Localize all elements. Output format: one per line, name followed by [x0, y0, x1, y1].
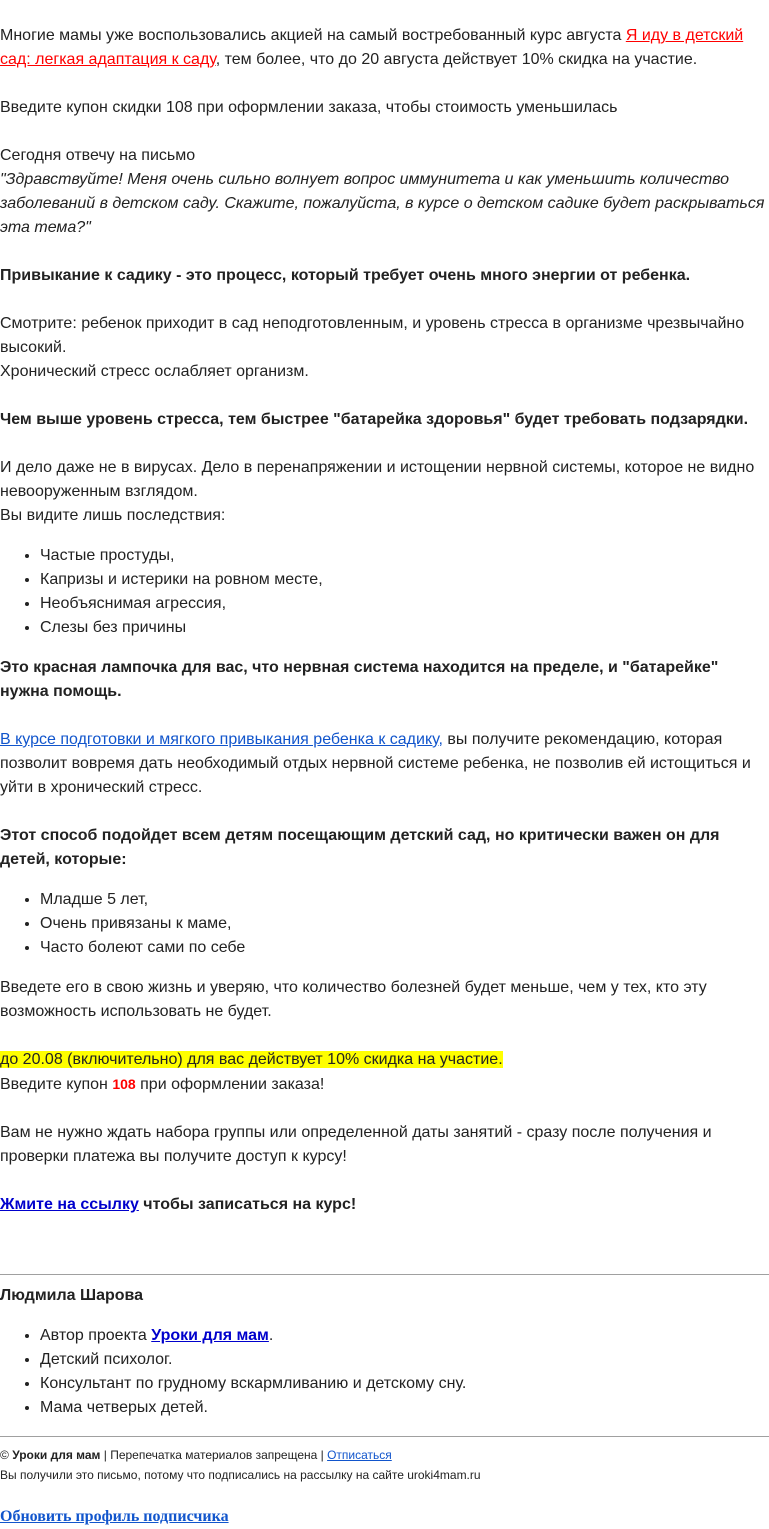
course-paragraph-text: вы получите рекомендацию, которая позволит вовремя дать необходимый отдых нервной системе ребенка, не позволив ей истощиться и уйти в хронический стресс. — [0, 731, 751, 796]
para-result: Введете его в свою жизнь и уверяю, что количество болезней будет меньше, чем у тех, кто эту возможность использовать не будет. — [0, 979, 707, 1020]
list-item: • Слезы без причины — [40, 616, 769, 640]
list-item — [40, 1324, 769, 1348]
intro-paragraph — [0, 24, 769, 72]
course-link-kindergarten[interactable]: Я иду в детский сад: легкая адаптация к саду — [0, 27, 744, 68]
cta-line — [0, 1193, 769, 1217]
project-link[interactable]: Уроки для мам — [151, 1327, 269, 1344]
symptoms-list — [0, 544, 769, 640]
signature-roles-list — [0, 1324, 769, 1420]
list-item: • Мама четверых детей. — [40, 1396, 769, 1420]
cta-link[interactable]: Жмите на ссылку — [0, 1196, 139, 1213]
para-viruses-2: Вы видите лишь последствия: — [0, 507, 226, 524]
list-item: • Младше 5 лет, — [40, 888, 769, 912]
footer-brand: Уроки для мам — [12, 1448, 101, 1462]
coupon-line — [0, 1072, 769, 1097]
intro-text-before: Многие мамы уже воспользовались акцией на самый востребованный курс августа — [0, 27, 626, 44]
groups-list — [0, 888, 769, 960]
para-viruses-1: И дело даже не в вирусах. Дело в перенапряжении и истощении нервной системы, которое не видно невооруженным взглядом. — [0, 459, 755, 500]
list-item: • Необъяснимая агрессия, — [40, 592, 769, 616]
coupon-note: Введите купон скидки 108 при оформлении заказа, чтобы стоимость уменьшилась — [0, 99, 618, 116]
footer-line — [0, 1445, 769, 1465]
course-link-adaptation[interactable]: В курсе подготовки и мягкого привыкания ребенка к садику, — [0, 731, 443, 748]
list-item: • Капризы и истерики на ровном месте, — [40, 568, 769, 592]
discount-line — [0, 1048, 769, 1072]
heading-who-needs: Этот способ подойдет всем детям посещающим детский сад, но критически важен он для детей, которые: — [0, 827, 720, 868]
author-dot: . — [268, 1327, 274, 1344]
cta-text: чтобы записаться на курс! — [138, 1196, 357, 1213]
list-item: • Консультант по грудному вскармливанию и детскому сну. — [40, 1372, 769, 1396]
author-text: Автор проекта — [40, 1327, 152, 1344]
footer-reprint: | Перепечатка материалов запрещена | — [100, 1448, 328, 1462]
list-item: • Часто болеют сами по себе — [40, 936, 769, 960]
intro-text-after: , тем более, что до 20 августа действует 10% скидка на участие. — [215, 51, 698, 68]
discount-highlight: до 20.08 (включительно) для вас действует 10% скидка на участие. — [0, 1051, 503, 1068]
course-paragraph — [0, 728, 769, 800]
letter-intro: Сегодня отвечу на письмо — [0, 147, 196, 164]
update-profile-line — [0, 1505, 769, 1529]
copyright-sign: © — [0, 1448, 9, 1462]
footer-reason: Вы получили это письмо, потому что подписались на рассылку на сайте uroki4mam.ru — [0, 1468, 481, 1482]
para-access: Вам не нужно ждать набора группы или определенной даты занятий - сразу после получения и проверки платежа вы получите доступ к курсу! — [0, 1124, 712, 1165]
para-stress-2: Хронический стресс ослабляет организм. — [0, 363, 309, 380]
list-item: • Частые простуды, — [40, 544, 769, 568]
letter-quote: "Здравствуйте! Меня очень сильно волнует вопрос иммунитета и как уменьшить количество заболеваний в детском саду. Скажите, пожалуйста, в курсе о детском садике будет раскрываться эта тема?" — [0, 171, 765, 236]
heading-red-light: Это красная лампочка для вас, что нервная система находится на пределе, и "батарейке" нужна помощь. — [0, 659, 719, 700]
unsubscribe-link[interactable]: Отписаться — [327, 1448, 392, 1462]
coupon-code: 108 — [112, 1076, 136, 1092]
coupon-line-before: Введите купон — [0, 1076, 113, 1093]
update-profile-link[interactable]: Обновить профиль подписчика — [0, 1508, 229, 1525]
coupon-line-after: при оформлении заказа! — [135, 1076, 325, 1093]
signature-name: Людмила Шарова — [0, 1287, 144, 1304]
list-item: • Очень привязаны к маме, — [40, 912, 769, 936]
heading-stress-battery: Чем выше уровень стресса, тем быстрее "батарейка здоровья" будет требовать подзарядки. — [0, 411, 749, 428]
list-item: • Детский психолог. — [40, 1348, 769, 1372]
heading-adaptation: Привыкание к садику - это процесс, который требует очень много энергии от ребенка. — [0, 267, 691, 284]
para-stress-1: Смотрите: ребенок приходит в сад неподготовленным, и уровень стресса в организме чрезвычайно высокий. — [0, 315, 745, 356]
